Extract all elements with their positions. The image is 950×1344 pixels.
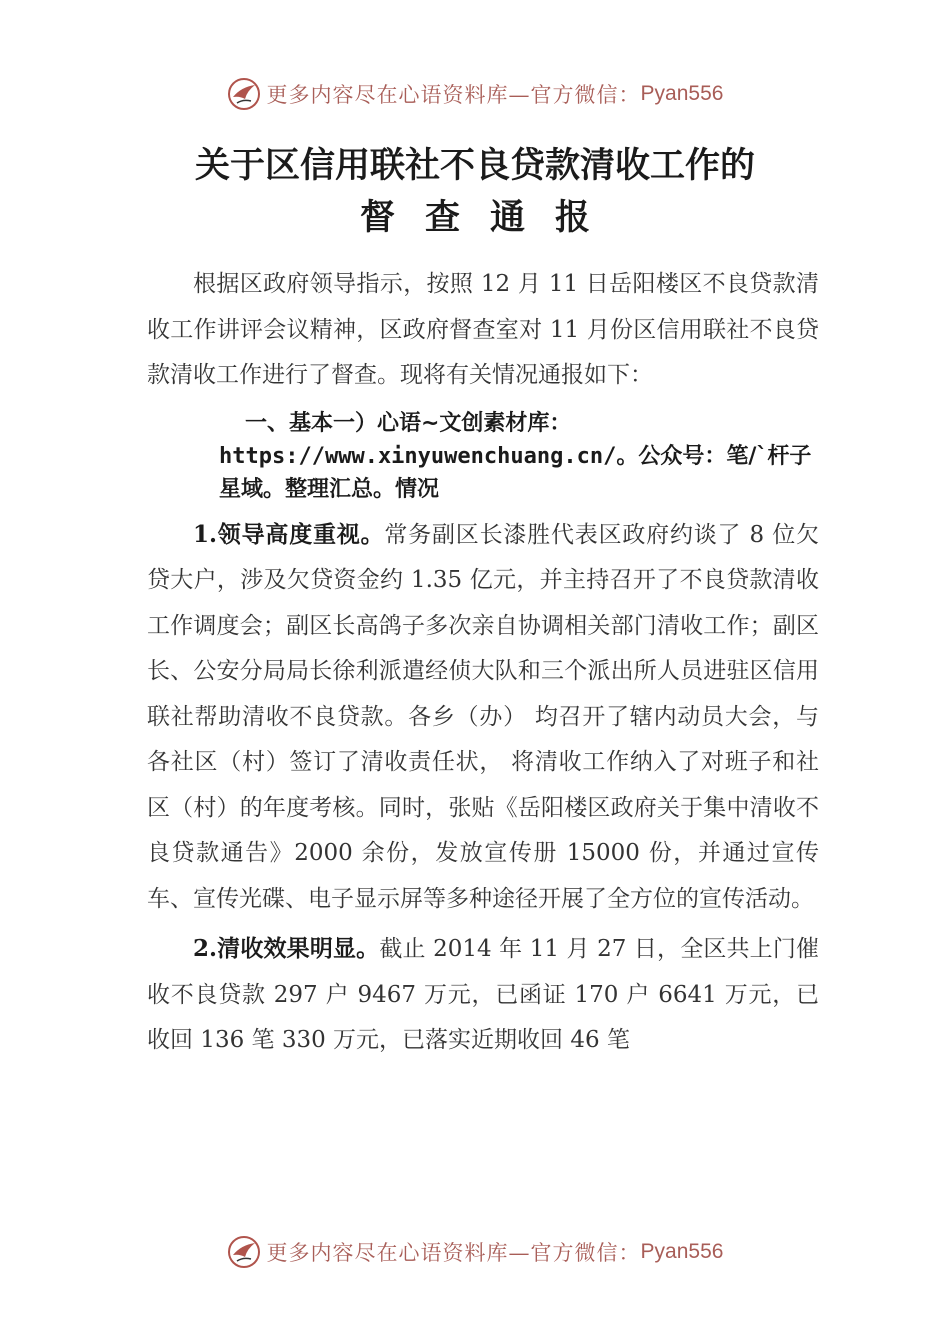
item2-lead: 2.清收效果明显。 <box>193 935 380 962</box>
swallow-logo-icon <box>227 1235 261 1269</box>
intro-paragraph: 根据区政府领导指示，按照 12 月 11 日岳阳楼区不良贷款清收工作讲评会议精神，区政府督查室对 11 月份区信用联社不良贷款清收工作进行了督查。现将有关情况通报如下： <box>147 271 819 388</box>
item1-body: 常务副区长漆胜代表区政府约谈了 8 位欠贷大户，涉及欠贷资金约 1.35 亿元，并主持召开了不良贷款清收工作调度会；副区长高鸽子多次亲自协调相关部门清收工作；副区长、公安分局局长徐利派遣经侦大队和三个派出所人员进驻区信用联社帮助清收不良贷款。各乡（办） 均召开了辖内动员大会，与各社区（村）签订了清收责任状， 将清收工作纳入了对班子和社区（村）的年度考核。同时，张贴《岳阳楼区政府关于集中清收不良贷款通告》2000 余份，发放宣传册 15000 份，并通过宣传车、宣传光碟、电子显示屏等多种途径开展了全方位的宣传活动。 <box>147 521 819 912</box>
document-body <box>147 262 819 1064</box>
watermark-text: 更多内容尽在心语资料库—官方微信： <box>266 83 641 107</box>
document-title-line2: 督查通报 <box>359 198 620 238</box>
item2-body: 截止 2014 年 11 月 27 日，全区共上门催收不良贷款 297 户 9467 万元，已函证 170 户 6641 万元，已收回 136 笔 330 万元，已落实近期收回 46 笔 <box>147 936 819 1053</box>
item2-paragraph <box>147 926 819 1064</box>
document-title-line1: 关于区信用联社不良贷款清收工作的 <box>194 146 755 186</box>
watermark-handle: Pyan556 <box>640 1240 724 1263</box>
item1-lead: 1.领导高度重视。 <box>193 520 385 548</box>
swallow-logo-icon <box>227 77 261 111</box>
watermark-text: 更多内容尽在心语资料库—官方微信： <box>266 1241 641 1265</box>
section-heading-part2: 。公众号：笔/`杆子星域。整理汇总。情况 <box>219 443 812 502</box>
section-heading-url: https://www.xinyuwenchuang.cn/ <box>219 443 617 469</box>
section-heading-part1: 一、基本一）心语~文创素材库： <box>245 410 572 436</box>
watermark-footer <box>0 1232 950 1272</box>
watermark-header <box>0 74 950 114</box>
watermark-handle: Pyan556 <box>640 82 724 105</box>
section-heading <box>147 407 819 506</box>
item1-paragraph <box>147 512 819 923</box>
